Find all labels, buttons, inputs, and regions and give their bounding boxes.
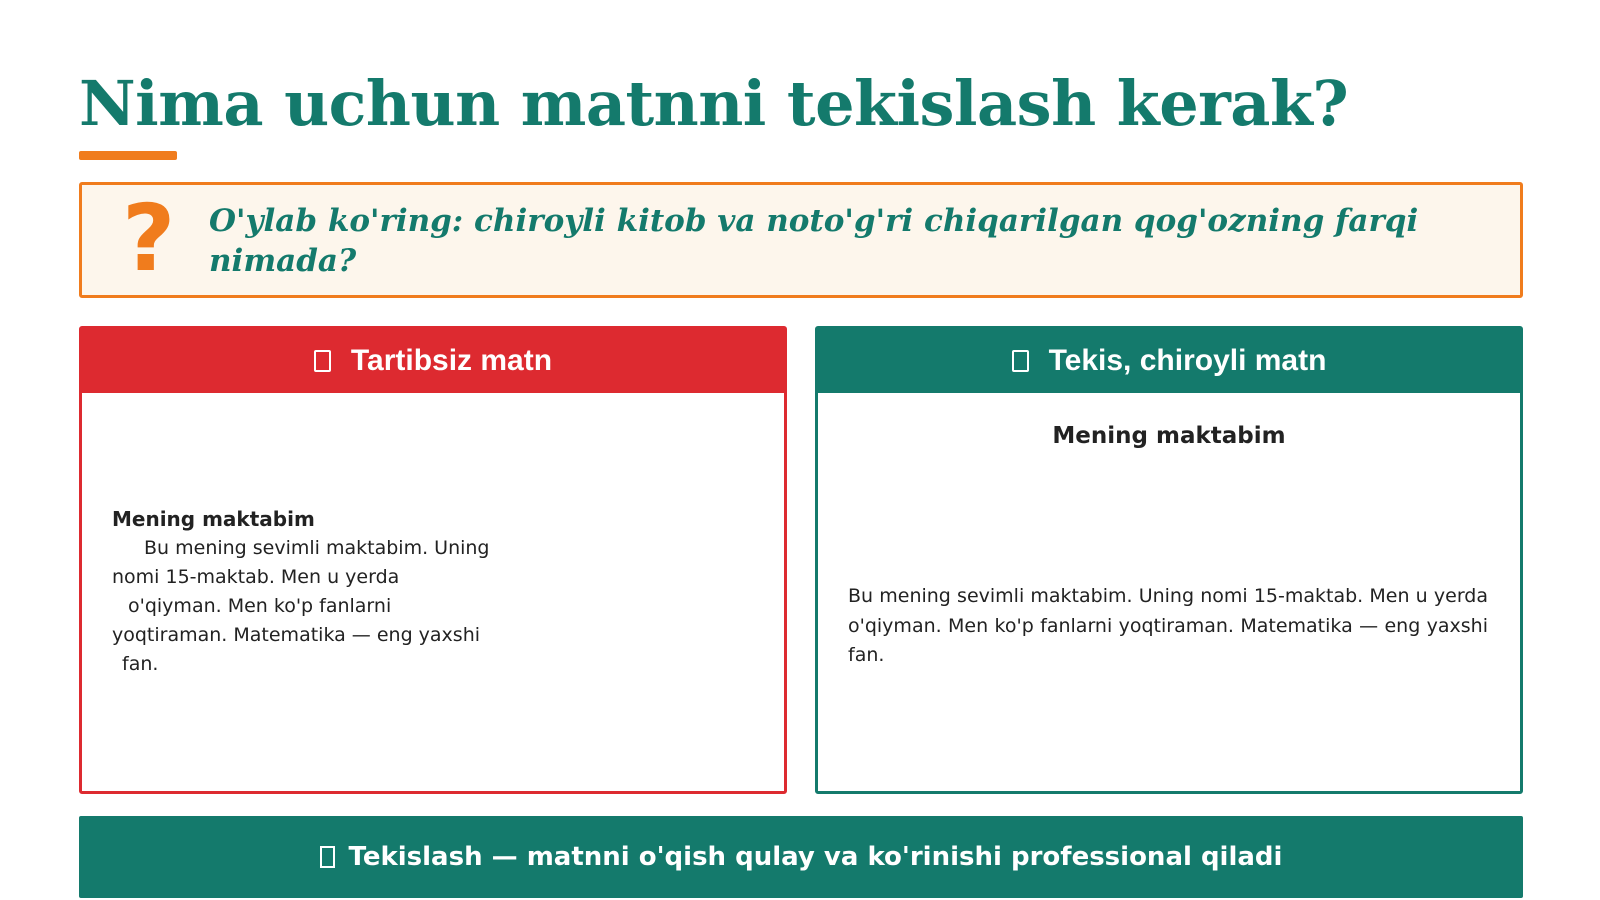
messy-text-panel (79, 326, 787, 794)
messy-panel-title: Tartibsiz matn (350, 344, 553, 377)
messy-panel-header (82, 329, 784, 393)
summary-bar (79, 816, 1523, 898)
cross-icon (314, 350, 331, 372)
slide-title: Nima uchun matnni tekislash kerak? (79, 67, 1349, 140)
lightbulb-icon (320, 846, 335, 868)
messy-line: fan. (122, 653, 159, 675)
neat-heading: Mening maktabim (1052, 423, 1286, 449)
question-mark-icon: ? (122, 185, 176, 292)
messy-line: Bu mening sevimli maktabim. Uning (144, 537, 490, 559)
neat-panel-title: Tekis, chiroyli matn (1048, 344, 1327, 377)
messy-heading: Mening maktabim (112, 507, 315, 531)
neat-body: Bu mening sevimli maktabim. Uning nomi 15-maktab. Men u yerda o'qiyman. Men ko'p fanlarni yoqtiraman. Matematika — eng yaxshi fan. (848, 585, 1488, 666)
messy-line: nomi 15-maktab. Men u yerda (112, 566, 400, 588)
neat-text-panel (815, 326, 1523, 794)
neat-panel-header (818, 329, 1520, 393)
summary-text: Tekislash — matnni o'qish qulay va ko'rinishi professional qiladi (348, 842, 1283, 872)
check-icon (1012, 350, 1029, 372)
messy-line: o'qiyman. Men ko'p fanlarni (128, 595, 392, 617)
messy-line: yoqtiraman. Matematika — eng yaxshi (112, 624, 481, 646)
title-underline (79, 151, 177, 160)
question-callout (79, 182, 1523, 298)
question-text: O'ylab ko'ring: chiroyli kitob va noto'g'ri chiqarilgan qog'ozning farqi nimada? (209, 203, 1419, 279)
